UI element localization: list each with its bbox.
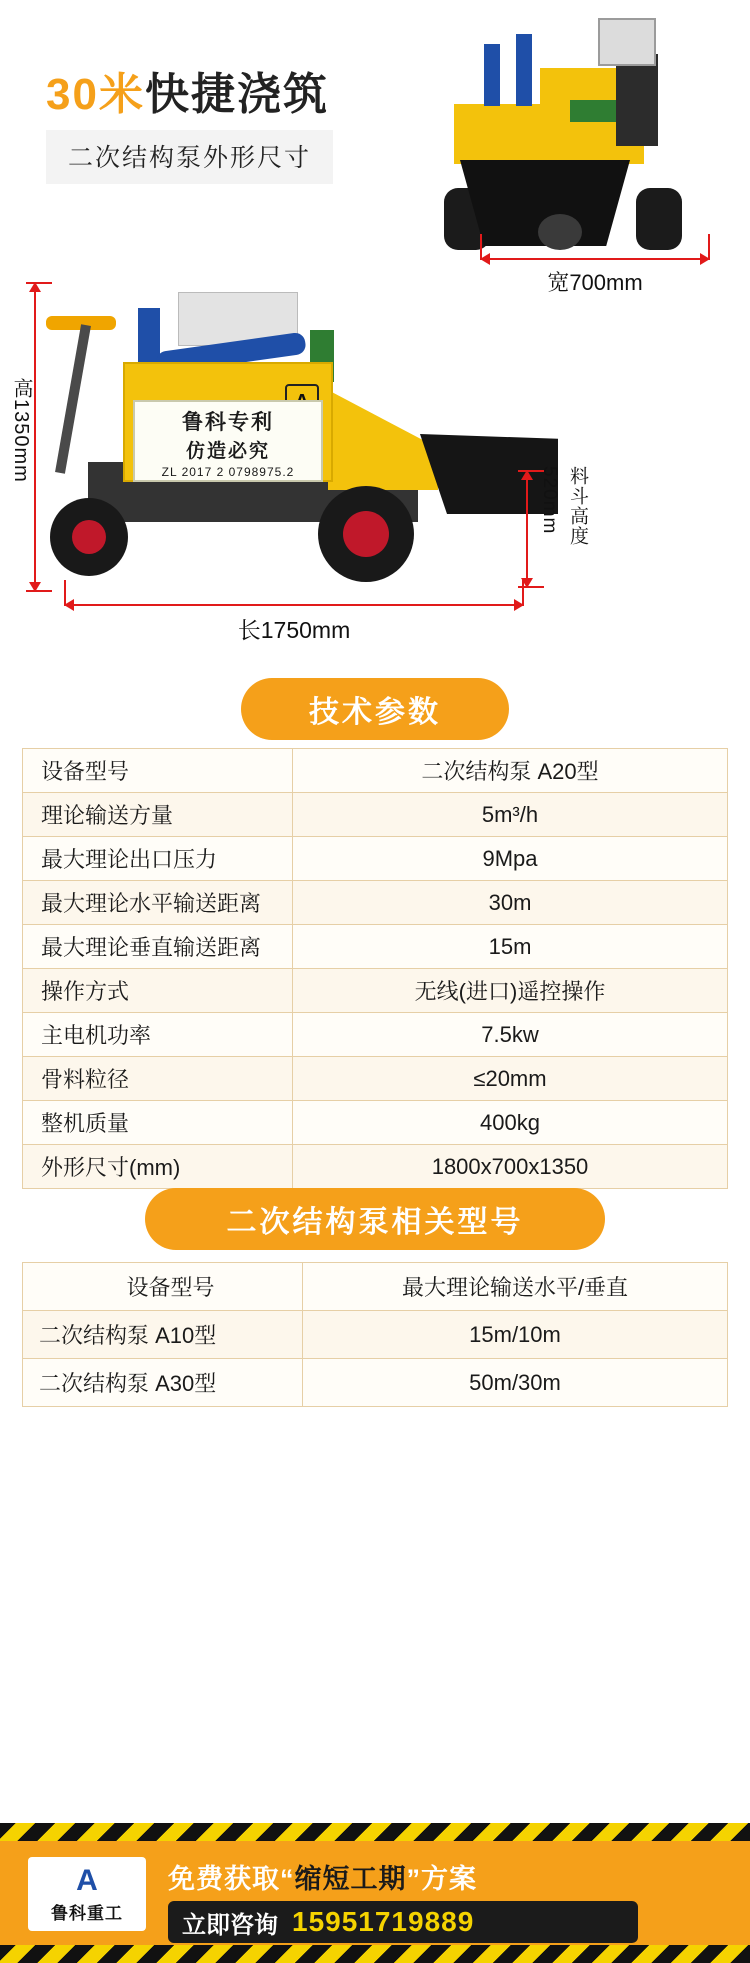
spec-key: 操作方式: [23, 969, 293, 1013]
table-row: [23, 1101, 728, 1145]
side-steering-column-shape: [55, 324, 91, 473]
table-header-row: [23, 1263, 728, 1311]
related-header-key: 设备型号: [23, 1263, 303, 1311]
spec-value: 二次结构泵 A20型: [293, 749, 728, 793]
hazard-stripe-bottom: [0, 1945, 750, 1963]
nameplate-line-3: ZL 2017 2 0798975.2: [161, 465, 295, 479]
dimension-width-line: [480, 258, 710, 260]
spec-section-header: [0, 678, 750, 740]
table-row: [23, 1145, 728, 1189]
side-wheel-front-icon: [50, 498, 128, 576]
related-row-value: 15m/10m: [303, 1311, 728, 1359]
front-hydraulic-cylinder-2: [516, 34, 532, 106]
spec-value: 1800x700x1350: [293, 1145, 728, 1189]
front-outlet-pipe-shape: [538, 214, 582, 250]
table-row: [23, 925, 728, 969]
table-row: [23, 969, 728, 1013]
related-section-pill: 二次结构泵相关型号: [145, 1188, 605, 1250]
table-row: [23, 793, 728, 837]
table-row: [23, 1057, 728, 1101]
dimension-width-cap-left: [480, 234, 482, 260]
spec-value: 5m³/h: [293, 793, 728, 837]
hero-section: [0, 0, 750, 660]
spec-key: 整机质量: [23, 1101, 293, 1145]
dimension-length: [64, 604, 524, 645]
spec-value: 400kg: [293, 1101, 728, 1145]
related-row-key: 二次结构泵 A30型: [23, 1359, 303, 1407]
side-wheel-rear-icon: [318, 486, 414, 582]
footer-headline: [168, 1857, 728, 1896]
front-wheel-right-icon: [636, 188, 682, 250]
spec-section-pill: 技术参数: [241, 678, 509, 740]
side-hopper-slope-shape: [328, 390, 438, 490]
dimension-width-cap-right: [708, 234, 710, 260]
spec-key: 最大理论水平输送距离: [23, 881, 293, 925]
page-title: [46, 58, 329, 122]
related-section-header: [0, 1188, 750, 1250]
consult-now-button[interactable]: [168, 1901, 638, 1943]
spec-key: 最大理论垂直输送距离: [23, 925, 293, 969]
nameplate: [133, 400, 323, 482]
dimension-height: [10, 282, 56, 592]
dimension-height-line: [34, 282, 36, 592]
table-row: [23, 1359, 728, 1407]
hazard-stripe-top: [0, 1823, 750, 1841]
table-row: [23, 1013, 728, 1057]
spec-value: 30m: [293, 881, 728, 925]
related-models-table: [22, 1262, 728, 1407]
page-subtitle: 二次结构泵外形尺寸: [46, 130, 333, 184]
spec-key: 最大理论出口压力: [23, 837, 293, 881]
dimension-length-cap-left: [64, 580, 66, 606]
spec-value: 15m: [293, 925, 728, 969]
footer-logo: [28, 1857, 146, 1931]
spec-value: 无线(进口)遥控操作: [293, 969, 728, 1013]
spec-key: 外形尺寸(mm): [23, 1145, 293, 1189]
spec-table: [22, 748, 728, 1189]
front-hydraulic-cylinder-1: [484, 44, 500, 106]
spec-key: 主电机功率: [23, 1013, 293, 1057]
dimension-height-cap-top: [26, 282, 52, 284]
dimension-length-label: 长1750mm: [237, 617, 351, 643]
table-row: [23, 749, 728, 793]
footer-headline-prefix: 免费获取“: [168, 1864, 295, 1894]
front-control-panel-shape: [598, 18, 656, 66]
consult-now-label: 立即咨询: [182, 1911, 278, 1939]
dimension-width-label: 宽700mm: [547, 270, 643, 295]
page-title-dark: 快捷浇筑: [144, 70, 329, 119]
company-name-label: 鲁科重工: [51, 1904, 123, 1923]
page-title-accent: 30米: [46, 70, 145, 119]
spec-value: 7.5kw: [293, 1013, 728, 1057]
footer-headline-suffix: ”方案: [406, 1864, 477, 1894]
spec-key: 设备型号: [23, 749, 293, 793]
machine-front-view-illustration: [420, 8, 740, 278]
spec-key: 理论输送方量: [23, 793, 293, 837]
related-row-key: 二次结构泵 A10型: [23, 1311, 303, 1359]
table-row: [23, 1311, 728, 1359]
dimension-length-line: [64, 604, 524, 606]
dimension-hopper-height: [518, 466, 598, 588]
dimension-length-cap-right: [522, 580, 524, 606]
nameplate-line-1: 鲁科专利: [182, 411, 274, 434]
table-row: [23, 881, 728, 925]
dimension-hopper-height-label: 料斗高度: [567, 466, 588, 546]
spec-value: 9Mpa: [293, 837, 728, 881]
related-row-value: 50m/30m: [303, 1359, 728, 1407]
table-row: [23, 837, 728, 881]
dimension-hopper-height-line: [526, 470, 528, 588]
related-header-value: 最大理论输送水平/垂直: [303, 1263, 728, 1311]
front-dark-panel-shape: [616, 54, 658, 146]
dimension-height-label: 高1350mm: [10, 378, 32, 483]
machine-side-view-illustration: [28, 272, 588, 602]
spec-value: ≤20mm: [293, 1057, 728, 1101]
phone-number[interactable]: 15951719889: [292, 1906, 475, 1937]
dimension-hopper-height-value: 520mm: [539, 466, 560, 535]
dimension-height-cap-bottom: [26, 590, 52, 592]
spec-key: 骨料粒径: [23, 1057, 293, 1101]
company-logo-icon: A: [76, 1864, 98, 1897]
nameplate-line-2: 仿造必究: [185, 441, 270, 462]
footer-headline-highlight: 缩短工期: [294, 1864, 407, 1894]
footer-banner: [0, 1823, 750, 1963]
